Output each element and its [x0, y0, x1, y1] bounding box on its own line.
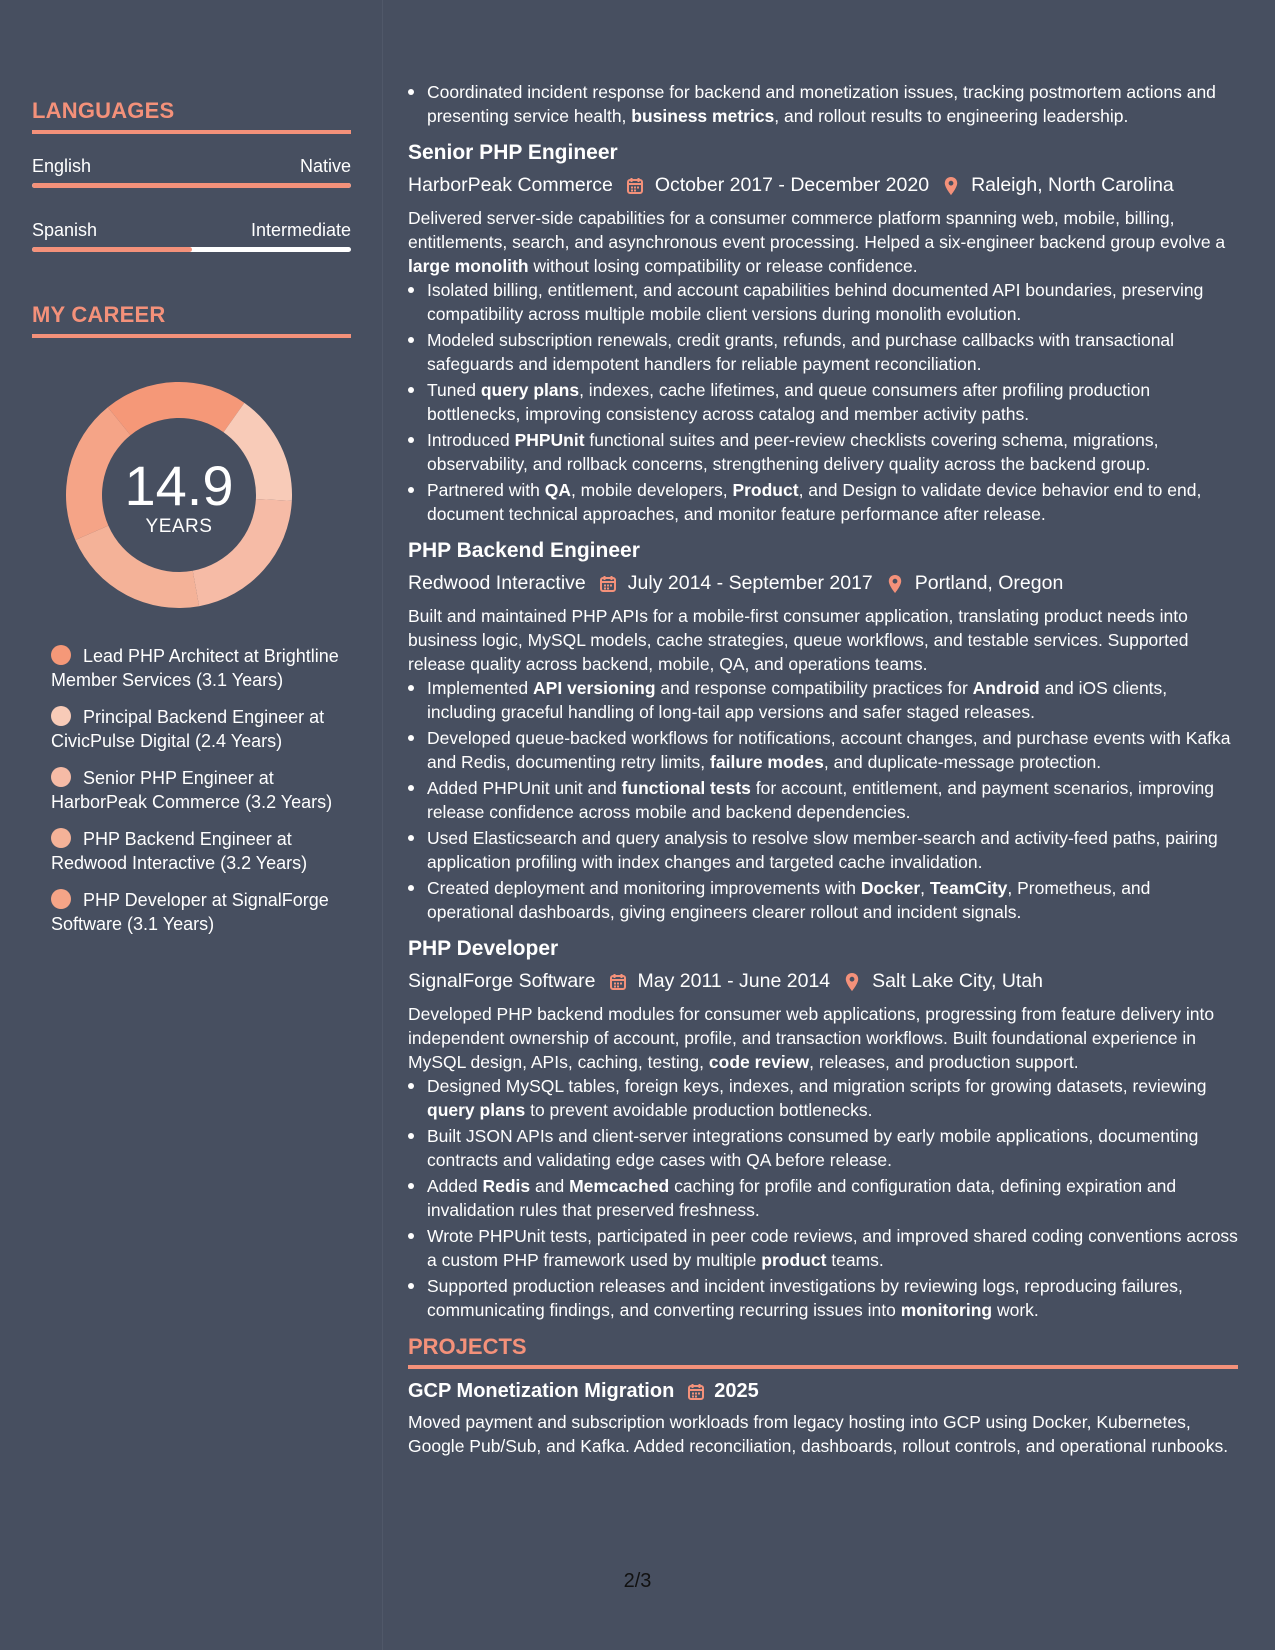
bullet-item: Built JSON APIs and client-server integrations consumed by early mobile applications, documenting contracts and validating edge cases with QA before release.	[408, 1124, 1238, 1172]
page-number: 2/3	[623, 1570, 652, 1592]
language-row	[32, 154, 351, 188]
job-company: Redwood Interactive	[408, 572, 586, 594]
career-legend-item	[51, 644, 351, 692]
job-description: Delivered server-side capabilities for a consumer commerce platform spanning web, mobile, billing, entitlements, search, and asynchronous event processing. Helped a six-engineer backend group evolve a large monolith without losing compatibility or release confidence.	[408, 208, 1226, 276]
project-description: Moved payment and subscription workloads from legacy hosting into GCP using Docker, Kubernetes, Google Pub/Sub, and Kafka. Added reconciliation, dashboards, rollout controls, and operational runbooks.	[408, 1412, 1229, 1456]
project-entry	[408, 1376, 1238, 1458]
bullet-item: Supported production releases and incident investigations by reviewing logs, reproducing failures, communicating findings, and converting recurring issues into monitoring work.	[408, 1274, 1238, 1322]
calendar-icon	[608, 971, 628, 991]
legend-dot-icon	[51, 706, 71, 726]
languages-heading: LANGUAGES	[32, 98, 351, 134]
career-donut-chart	[66, 382, 292, 608]
job-description: Developed PHP backend modules for consumer web applications, progressing from feature delivery into independent ownership of account, profile, and transaction workflows. Built foundational experience in MySQL design, APIs, caching, testing, code review, releases, and production support.	[408, 1004, 1215, 1072]
bullet-item: Coordinated incident response for backend and monetization issues, tracking postmortem actions and presenting service health, business metrics, and rollout results to engineering leadership.	[408, 80, 1238, 128]
job-meta	[408, 966, 1238, 996]
projects-heading: PROJECTS	[408, 1334, 1238, 1369]
job-company: HarborPeak Commerce	[408, 174, 613, 196]
job-bullet-list	[408, 1074, 1238, 1322]
job-entry	[408, 934, 1238, 1322]
experience-list	[408, 138, 1238, 1322]
job-meta	[408, 170, 1238, 200]
job-title: PHP Backend Engineer	[408, 539, 640, 562]
language-name: Spanish	[32, 220, 98, 240]
job-company: SignalForge Software	[408, 970, 596, 992]
bullet-item: Tuned query plans, indexes, cache lifetimes, and queue consumers after profiling production bottlenecks, improving consistency across catalog and member activity paths.	[408, 378, 1238, 426]
project-title: GCP Monetization Migration	[408, 1380, 675, 1402]
language-proficiency-fill	[32, 247, 192, 252]
job-title: Senior PHP Engineer	[408, 141, 618, 164]
career-legend-label: Lead PHP Architect at Brightline Member Services (3.1 Years)	[51, 646, 339, 690]
bullet-item: Modeled subscription renewals, credit grants, refunds, and purchase callbacks with transactional safeguards and idempotent handlers for reliable payment reconciliation.	[408, 328, 1238, 376]
calendar-icon	[598, 573, 618, 593]
legend-dot-icon	[51, 645, 71, 665]
job-entry	[408, 138, 1238, 526]
bullet-item: Isolated billing, entitlement, and account capabilities behind documented API boundaries, preserving compatibility across multiple mobile client versions during monolith evolution.	[408, 278, 1238, 326]
bullet-item: Introduced PHPUnit functional suites and peer-review checklists covering schema, migrations, observability, and rollback concerns, strengthening delivery quality across the backend group.	[408, 428, 1238, 476]
job-title: PHP Developer	[408, 937, 559, 960]
career-legend-label: Principal Backend Engineer at CivicPulse Digital (2.4 Years)	[51, 707, 325, 751]
job-bullet-list	[408, 676, 1238, 924]
language-level: Intermediate	[250, 220, 351, 240]
bullet-item: Developed queue-backed workflows for notifications, account changes, and purchase events with Kafka and Redis, documenting retry limits, failure modes, and duplicate-message protection.	[408, 726, 1238, 774]
bullet-item: Added Redis and Memcached caching for profile and configuration data, defining expiration and invalidation rules that preserved freshness.	[408, 1174, 1238, 1222]
bullet-item: Designed MySQL tables, foreign keys, indexes, and migration scripts for growing datasets, reviewing query plans to prevent avoidable production bottlenecks.	[408, 1074, 1238, 1122]
career-section	[32, 302, 351, 936]
language-proficiency-bar	[32, 183, 351, 188]
languages-list	[32, 154, 351, 252]
bullet-item: Implemented API versioning and response compatibility practices for Android and iOS clients, including graceful handling of long-tail app versions and safer staged releases.	[408, 676, 1238, 724]
project-year: 2025	[714, 1380, 759, 1402]
bullet-item: Used Elasticsearch and query analysis to resolve slow member-search and activity-feed paths, pairing application profiling with index changes and targeted cache invalidation.	[408, 826, 1238, 874]
calendar-icon	[625, 175, 645, 195]
job-entry	[408, 536, 1238, 924]
job-description: Built and maintained PHP APIs for a mobile-first consumer application, translating product needs into business logic, MySQL models, cache strategies, queue workflows, and testable services. Supported release quality across backend, mobile, QA, and operations teams.	[408, 606, 1189, 674]
total-years-value: 14.9	[124, 454, 234, 517]
bullet-item: Partnered with QA, mobile developers, Product, and Design to validate device behavior end to end, document technical approaches, and monitor feature performance after release.	[408, 478, 1238, 526]
legend-dot-icon	[51, 889, 71, 909]
years-label: YEARS	[145, 516, 213, 537]
job-dates: July 2014 - September 2017	[627, 572, 873, 594]
job-dates: May 2011 - June 2014	[637, 970, 831, 992]
career-legend-item	[51, 827, 351, 875]
job-meta	[408, 568, 1238, 598]
language-proficiency-bar	[32, 247, 351, 252]
career-legend-item	[51, 766, 351, 814]
location-pin-icon	[842, 971, 862, 991]
language-row	[32, 218, 351, 252]
calendar-icon	[686, 1381, 706, 1401]
legend-dot-icon	[51, 767, 71, 787]
career-legend-item	[51, 888, 351, 936]
job-bullet-list	[408, 278, 1238, 526]
career-legend-label: PHP Developer at SignalForge Software (3.1 Years)	[51, 890, 329, 934]
column-divider	[382, 0, 383, 1650]
location-pin-icon	[885, 573, 905, 593]
career-heading: MY CAREER	[32, 302, 351, 338]
language-level: Native	[299, 156, 351, 176]
career-legend	[51, 644, 351, 936]
intro-bullet-list	[408, 80, 1238, 128]
career-legend-label: Senior PHP Engineer at HarborPeak Commerce (3.2 Years)	[51, 768, 333, 812]
location-pin-icon	[941, 175, 961, 195]
bullet-item: Added PHPUnit unit and functional tests for account, entitlement, and payment scenarios, improving release confidence across mobile and backend dependencies.	[408, 776, 1238, 824]
career-legend-label: PHP Backend Engineer at Redwood Interactive (3.2 Years)	[51, 829, 308, 873]
job-location: Raleigh, North Carolina	[971, 174, 1174, 196]
job-dates: October 2017 - December 2020	[654, 174, 930, 196]
bullet-item: Wrote PHPUnit tests, participated in peer code reviews, and improved shared coding conventions across a custom PHP framework used by multiple product teams.	[408, 1224, 1238, 1272]
language-name: English	[32, 156, 92, 176]
bullet-item: Created deployment and monitoring improvements with Docker, TeamCity, Prometheus, and operational dashboards, giving engineers clearer rollout and incident signals.	[408, 876, 1238, 924]
job-location: Portland, Oregon	[914, 572, 1064, 594]
career-legend-item	[51, 705, 351, 753]
legend-dot-icon	[51, 828, 71, 848]
language-proficiency-fill	[32, 183, 351, 188]
sidebar	[32, 98, 351, 949]
main-content	[408, 80, 1238, 1458]
projects-list	[408, 1376, 1238, 1458]
job-location: Salt Lake City, Utah	[872, 970, 1044, 992]
